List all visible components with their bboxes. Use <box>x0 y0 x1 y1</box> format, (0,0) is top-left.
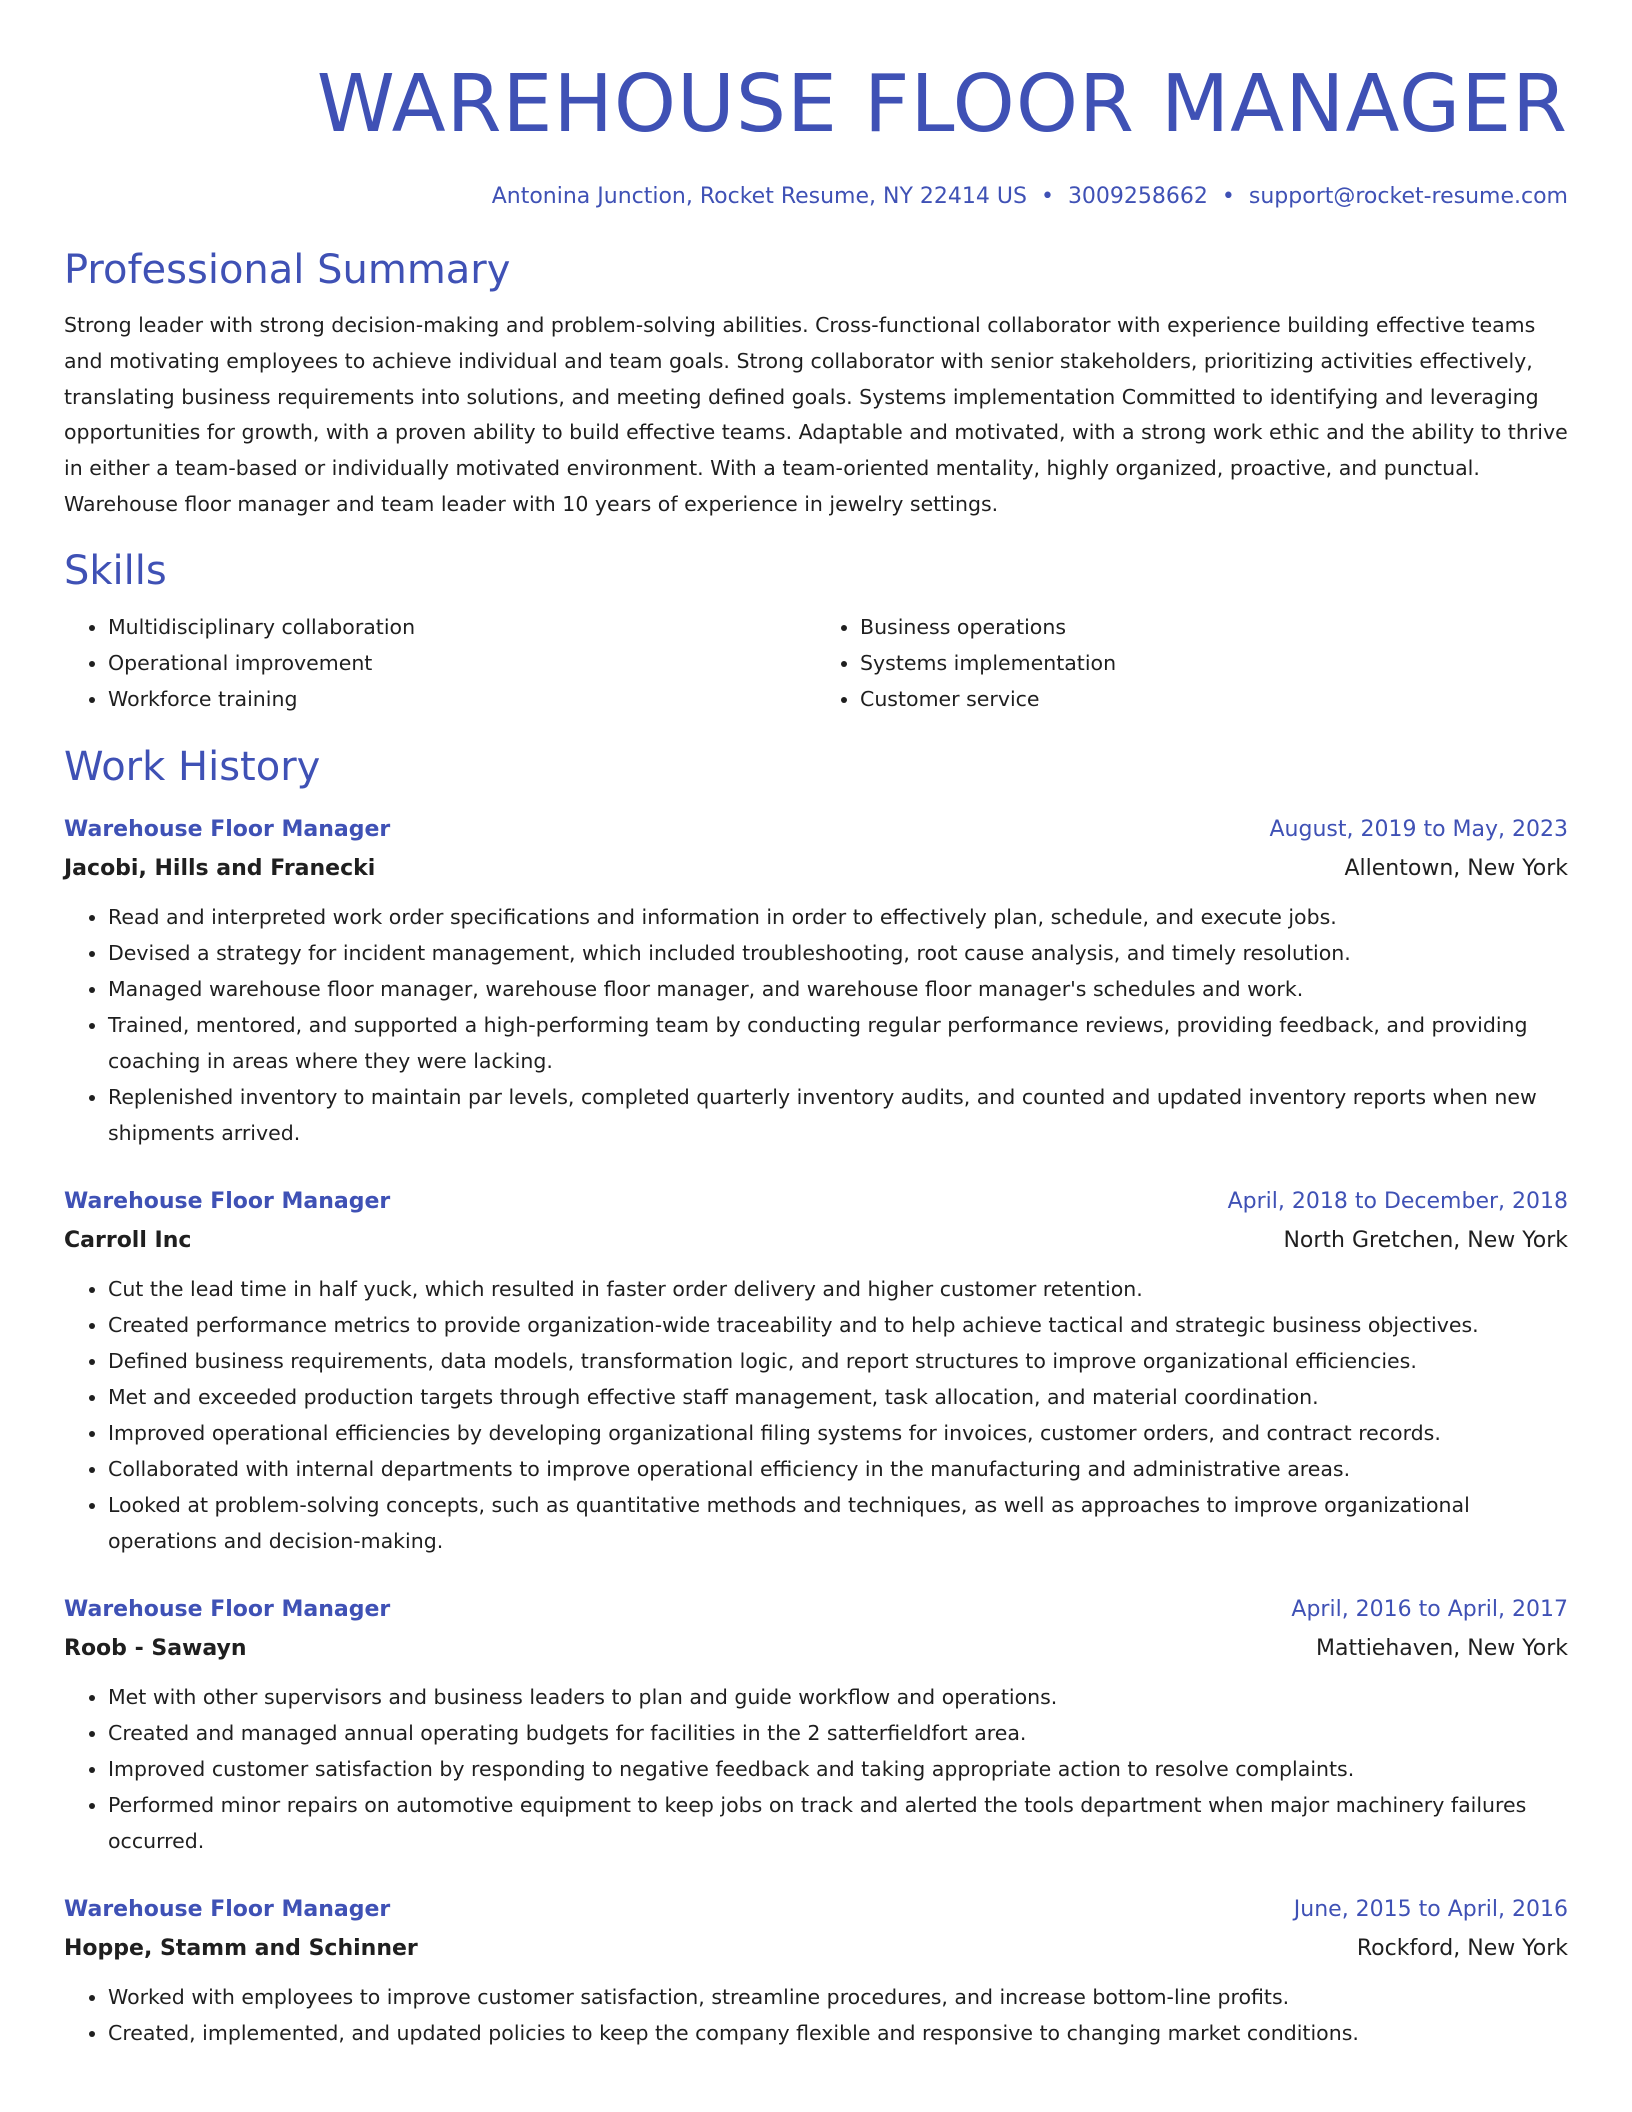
job-bullet: • Read and interpreted work order specifications and information in order to effectively plan, schedule, and execute jobs. <box>108 899 1568 935</box>
skills-column-left <box>64 609 816 717</box>
contact-separator: • <box>1221 184 1235 209</box>
job-company: Hoppe, Stamm and Schinner <box>64 1935 418 1961</box>
job-bullets <box>64 1679 1568 1859</box>
job-entry <box>64 1593 1568 1859</box>
job-location: Mattiehaven, New York <box>1315 1635 1568 1661</box>
job-bullet: • Created and managed annual operating budgets for facilities in the 2 satterfieldfort area. <box>108 1715 1568 1751</box>
job-bullet: • Defined business requirements, data models, transformation logic, and report structures to improve organizational efficiencies. <box>108 1343 1568 1379</box>
skill-item: • Systems implementation <box>860 645 1568 681</box>
job-location: Rockford, New York <box>1356 1935 1568 1961</box>
summary-text: Strong leader with strong decision-making and problem-solving abilities. Cross-functional collaborator with experience building effective teams and motivating employees to achieve individual and team goals. Strong collaborator with senior stakeholders, prioritizing activities effectively, translating business requirements into solutions, and meeting defined goals. Systems implementation Committed to identifying and leveraging opportunities for growth, with a proven ability to build effective teams. Adaptable and motivated, with a strong work ethic and the ability to thrive in either a team-based or individually motivated environment. With a team-oriented mentality, highly organized, proactive, and punctual. Warehouse floor manager and team leader with 10 years of experience in jewelry settings. <box>64 313 1568 516</box>
job-dates: August, 2019 to May, 2023 <box>1269 816 1568 842</box>
job-bullet: • Replenished inventory to maintain par levels, completed quarterly inventory audits, and counted and updated inventory reports when new shipments arrived. <box>108 1079 1568 1151</box>
resume-page <box>64 0 1568 2051</box>
work-history-heading: Work History <box>64 743 321 790</box>
job-bullet: • Trained, mentored, and supported a high-performing team by conducting regular performance reviews, providing feedback, and providing coaching in areas where they were lacking. <box>108 1007 1568 1079</box>
job-title: Warehouse Floor Manager <box>64 1596 391 1622</box>
job-bullet: • Cut the lead time in half yuck, which resulted in faster order delivery and higher customer retention. <box>108 1271 1568 1307</box>
job-entry <box>64 813 1568 1151</box>
job-bullets <box>64 899 1568 1151</box>
job-bullets <box>64 1271 1568 1559</box>
job-bullet: • Created, implemented, and updated policies to keep the company flexible and responsive to changing market conditions. <box>108 2015 1568 2051</box>
job-company: Roob - Sawayn <box>64 1635 247 1661</box>
job-company: Jacobi, Hills and Franecki <box>64 855 376 881</box>
skills-heading: Skills <box>64 547 167 594</box>
job-subheader <box>64 1633 1568 1665</box>
contact-separator: • <box>1040 184 1054 209</box>
skills-column-right <box>816 609 1568 717</box>
contact-email: support@rocket-resume.com <box>1248 184 1568 209</box>
job-dates: April, 2018 to December, 2018 <box>1227 1188 1568 1214</box>
job-header <box>64 1185 1568 1219</box>
contact-phone: 3009258662 <box>1067 184 1208 209</box>
job-header <box>64 1893 1568 1927</box>
summary-heading: Professional Summary <box>64 247 511 293</box>
job-bullet: • Improved customer satisfaction by responding to negative feedback and taking appropriate action to resolve complaints. <box>108 1751 1568 1787</box>
job-bullet: • Met with other supervisors and business leaders to plan and guide workflow and operations. <box>108 1679 1568 1715</box>
job-subheader <box>64 853 1568 885</box>
job-title: Warehouse Floor Manager <box>64 1188 391 1214</box>
job-subheader <box>64 1933 1568 1965</box>
job-title: Warehouse Floor Manager <box>64 816 391 842</box>
job-dates: June, 2015 to April, 2016 <box>1293 1896 1568 1922</box>
skill-item: • Operational improvement <box>108 645 816 681</box>
job-header <box>64 813 1568 847</box>
job-title: Warehouse Floor Manager <box>64 1896 391 1922</box>
job-bullet: • Improved operational efficiencies by developing organizational filing systems for invoices, customer orders, and contract records. <box>108 1415 1568 1451</box>
job-bullet: • Met and exceeded production targets through effective staff management, task allocation, and material coordination. <box>108 1379 1568 1415</box>
job-bullet: • Worked with employees to improve customer satisfaction, streamline procedures, and increase bottom-line profits. <box>108 1979 1568 2015</box>
job-bullet: • Looked at problem-solving concepts, such as quantitative methods and techniques, as well as approaches to improve organizational operations and decision-making. <box>108 1487 1568 1559</box>
skill-item: • Customer service <box>860 681 1568 717</box>
job-bullet: • Collaborated with internal departments to improve operational efficiency in the manufacturing and administrative areas. <box>108 1451 1568 1487</box>
job-header <box>64 1593 1568 1627</box>
job-entry <box>64 1893 1568 2051</box>
contact-address: Antonina Junction, Rocket Resume, NY 22414 US <box>491 184 1027 209</box>
skills-list <box>64 609 1568 717</box>
contact-line <box>64 182 1568 212</box>
job-dates: April, 2016 to April, 2017 <box>1291 1596 1568 1622</box>
resume-title: WAREHOUSE FLOOR MANAGER <box>316 58 1568 150</box>
job-location: Allentown, New York <box>1344 855 1568 881</box>
skill-item: • Business operations <box>860 609 1568 645</box>
job-bullet: • Performed minor repairs on automotive equipment to keep jobs on track and alerted the tools department when major machinery failures occurred. <box>108 1787 1568 1859</box>
job-bullet: • Created performance metrics to provide organization-wide traceability and to help achieve tactical and strategic business objectives. <box>108 1307 1568 1343</box>
job-entry <box>64 1185 1568 1559</box>
job-location: North Gretchen, New York <box>1283 1227 1568 1253</box>
job-subheader <box>64 1225 1568 1257</box>
skill-item: • Workforce training <box>108 681 816 717</box>
skill-item: • Multidisciplinary collaboration <box>108 609 816 645</box>
job-bullets <box>64 1979 1568 2051</box>
job-bullet: • Managed warehouse floor manager, warehouse floor manager, and warehouse floor manager's schedules and work. <box>108 971 1568 1007</box>
job-company: Carroll Inc <box>64 1227 192 1253</box>
job-bullet: • Devised a strategy for incident management, which included troubleshooting, root cause analysis, and timely resolution. <box>108 935 1568 971</box>
